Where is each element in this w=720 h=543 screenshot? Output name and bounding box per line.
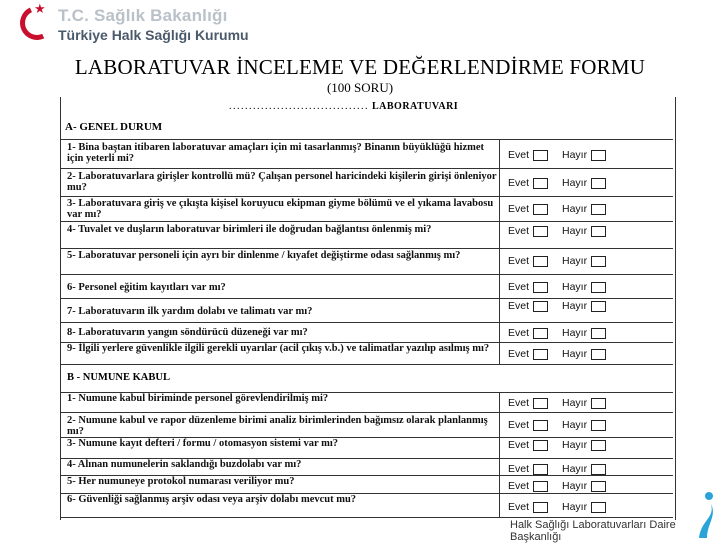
yes-option[interactable]: Evet [508, 149, 548, 161]
yes-option[interactable]: Evet [508, 419, 548, 431]
question-row [61, 412, 673, 437]
form-bottom-border [61, 517, 673, 518]
question-row [61, 248, 673, 274]
question-row [61, 221, 673, 248]
no-checkbox[interactable] [591, 481, 606, 492]
question-row [61, 196, 673, 221]
institution-name: Türkiye Halk Sağlığı Kurumu [58, 27, 249, 43]
yes-checkbox[interactable] [533, 178, 548, 189]
question-text: 4- Alınan numunelerin saklandığı buzdolabı var mı? [67, 459, 302, 470]
inspection-form [60, 97, 676, 520]
no-option[interactable]: Hayır [562, 501, 606, 513]
yes-option[interactable]: Evet [508, 397, 548, 409]
section-row [61, 364, 673, 392]
ministry-name: T.C. Sağlık Bakanlığı [58, 6, 228, 25]
no-option[interactable]: Hayır [562, 149, 606, 161]
yes-checkbox[interactable] [533, 464, 548, 475]
no-option[interactable]: Hayır [562, 463, 606, 475]
no-option[interactable]: Hayır [562, 225, 606, 237]
lab-name-line [229, 101, 458, 112]
no-checkbox[interactable] [591, 256, 606, 267]
yes-checkbox[interactable] [533, 226, 548, 237]
footer-text: Halk Sağlığı Laboratuvarları Daire Başkanlığı [510, 519, 676, 543]
yes-option[interactable]: Evet [508, 300, 548, 312]
question-row [61, 437, 673, 458]
no-checkbox[interactable] [591, 328, 606, 339]
yes-checkbox[interactable] [533, 301, 548, 312]
no-checkbox[interactable] [591, 301, 606, 312]
answer-cell [499, 197, 672, 221]
yes-checkbox[interactable] [533, 256, 548, 267]
answer-cell [499, 494, 672, 517]
answer-cell [499, 343, 672, 364]
question-text: 9- İlgili yerlere güvenlikle ilgili gerekli uyarılar (acil çıkış v.b.) ve talimatlar yazılıp asılmış mı? [67, 343, 490, 354]
no-checkbox[interactable] [591, 420, 606, 431]
question-row [61, 168, 673, 196]
no-option[interactable]: Hayır [562, 439, 606, 451]
section-heading-a: A- GENEL DURUM [65, 121, 163, 133]
question-row [61, 475, 673, 493]
no-checkbox[interactable] [591, 464, 606, 475]
no-option[interactable]: Hayır [562, 327, 606, 339]
answer-cell [499, 299, 672, 322]
question-text: 2- Laboratuvarlara girişler kontrollü mü? Çalışan personel haricindeki kişilerin girişi önleniyor mu? [67, 171, 497, 193]
header [0, 0, 720, 48]
question-row [61, 139, 673, 168]
question-text: 3- Numune kayıt defteri / formu / otomasyon sistemi var mı? [67, 438, 339, 449]
yes-checkbox[interactable] [533, 398, 548, 409]
section-heading-b: B - NUMUNE KABUL [67, 372, 170, 383]
no-option[interactable]: Hayır [562, 419, 606, 431]
no-option[interactable]: Hayır [562, 203, 606, 215]
answer-cell [499, 323, 672, 342]
no-option[interactable]: Hayır [562, 281, 606, 293]
question-row [61, 342, 673, 364]
no-checkbox[interactable] [591, 226, 606, 237]
yes-checkbox[interactable] [533, 502, 548, 513]
no-option[interactable]: Hayır [562, 300, 606, 312]
answer-cell [499, 222, 672, 248]
no-checkbox[interactable] [591, 282, 606, 293]
yes-option[interactable]: Evet [508, 327, 548, 339]
yes-option[interactable]: Evet [508, 203, 548, 215]
yes-option[interactable]: Evet [508, 439, 548, 451]
question-row [61, 322, 673, 342]
question-text: 6- Personel eğitim kayıtları var mı? [67, 282, 226, 293]
yes-checkbox[interactable] [533, 420, 548, 431]
yes-checkbox[interactable] [533, 349, 548, 360]
yes-checkbox[interactable] [533, 481, 548, 492]
no-checkbox[interactable] [591, 398, 606, 409]
wave-logo-icon [695, 490, 717, 540]
yes-checkbox[interactable] [533, 204, 548, 215]
question-text: 5- Laboratuvar personeli için ayrı bir dinlenme / kıyafet değiştirme odası sağlanmış mı? [67, 250, 461, 261]
question-row [61, 274, 673, 298]
no-option[interactable]: Hayır [562, 348, 606, 360]
question-text: 6- Güvenliği sağlanmış arşiv odası veya arşiv dolabı mevcut mu? [67, 494, 357, 505]
question-text: 7- Laboratuvarın ilk yardım dolabı ve talimatı var mı? [67, 306, 313, 317]
no-option[interactable]: Hayır [562, 397, 606, 409]
page-subtitle: (100 SORU) [326, 80, 394, 95]
question-text: 1- Numune kabul biriminde personel görevlendirilmiş mi? [67, 393, 329, 404]
yes-option[interactable]: Evet [508, 463, 548, 475]
yes-option[interactable]: Evet [508, 255, 548, 267]
answer-cell [499, 459, 672, 475]
answer-cell [499, 249, 672, 274]
yes-option[interactable]: Evet [508, 177, 548, 189]
no-option[interactable]: Hayır [562, 177, 606, 189]
yes-option[interactable]: Evet [508, 281, 548, 293]
answer-cell [499, 438, 672, 458]
no-option[interactable]: Hayır [562, 255, 606, 267]
question-text: 4- Tuvalet ve duşların laboratuvar birimleri ile doğrudan bağlantısı önlenmiş mi? [67, 224, 432, 235]
no-option[interactable]: Hayır [562, 480, 606, 492]
yes-option[interactable]: Evet [508, 501, 548, 513]
star-logo-icon: ★ [34, 2, 46, 17]
page-title: LABORATUVAR İNCELEME VE DEĞERLENDİRME FORMU [74, 55, 646, 79]
no-checkbox[interactable] [591, 349, 606, 360]
yes-option[interactable]: Evet [508, 348, 548, 360]
yes-checkbox[interactable] [533, 440, 548, 451]
yes-checkbox[interactable] [533, 328, 548, 339]
yes-option[interactable]: Evet [508, 480, 548, 492]
question-row [61, 392, 673, 412]
question-text: 1- Bina baştan itibaren laboratuvar amaçları için mi tasarlanmış? Binanın büyüklüğü hizmet için yeterli mi? [67, 142, 485, 164]
no-checkbox[interactable] [591, 204, 606, 215]
no-checkbox[interactable] [591, 150, 606, 161]
answer-cell [499, 169, 672, 196]
answer-cell [499, 393, 672, 412]
no-checkbox[interactable] [591, 440, 606, 451]
no-checkbox[interactable] [591, 502, 606, 513]
question-text: 5- Her numuneye protokol numarası veriliyor mu? [67, 476, 295, 487]
question-row [61, 458, 673, 475]
question-text: 8- Laboratuvarın yangın söndürücü düzeneği var mı? [67, 327, 308, 338]
yes-checkbox[interactable] [533, 282, 548, 293]
lab-name-label: LABORATUVARI [372, 101, 459, 112]
question-row [61, 493, 673, 517]
lab-name-blank: ................................... [229, 101, 369, 112]
yes-checkbox[interactable] [533, 150, 548, 161]
answer-cell [499, 140, 672, 168]
question-text: 3- Laboratuvara giriş ve çıkışta kişisel koruyucu ekipman giyme bölümü ve el yıkama lavabosu var mı? [67, 198, 494, 220]
no-checkbox[interactable] [591, 178, 606, 189]
answer-cell [499, 476, 672, 493]
answer-cell [499, 413, 672, 437]
question-text: 2- Numune kabul ve rapor düzenleme birimi analiz birimlerinden bağımsız olarak planlanmış mı? [67, 415, 488, 437]
question-row [61, 298, 673, 322]
answer-cell [499, 275, 672, 298]
yes-option[interactable]: Evet [508, 225, 548, 237]
